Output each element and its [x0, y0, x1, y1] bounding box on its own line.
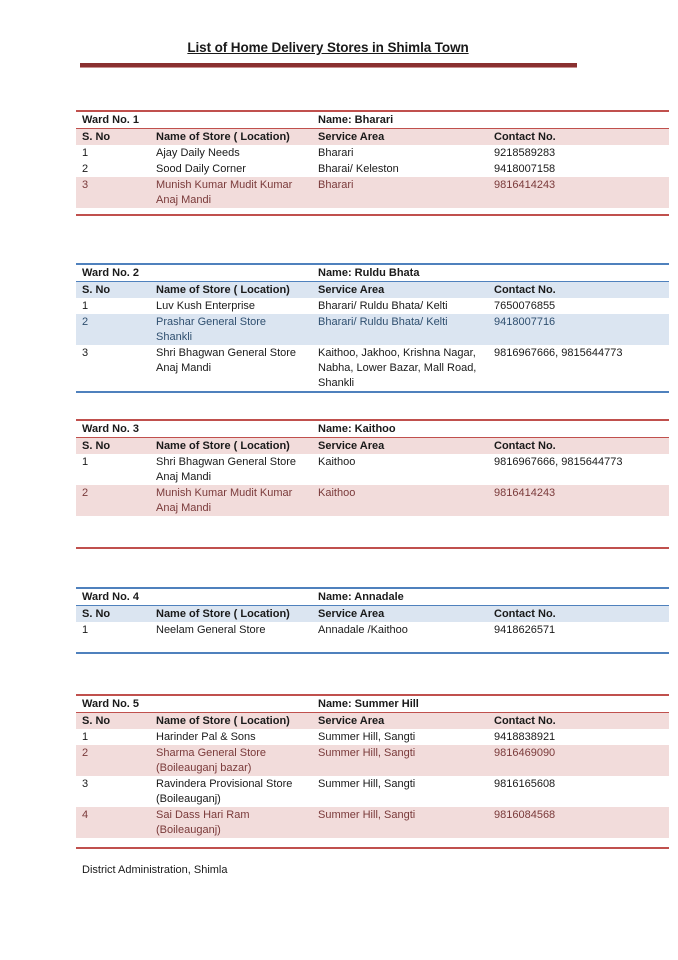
column-header-store: Name of Store ( Location)	[156, 715, 290, 727]
column-header-contact: Contact No.	[494, 608, 556, 620]
ward-header	[76, 265, 669, 282]
cell-store-name: Ajay Daily Needs	[156, 147, 240, 159]
column-header-contact: Contact No.	[494, 131, 556, 143]
column-header-store: Name of Store ( Location)	[156, 608, 290, 620]
cell-service-area: Summer Hill, Sangti	[318, 778, 416, 790]
cell-contact: 9816469090	[494, 747, 556, 759]
cell-store-name: Sood Daily Corner	[156, 163, 246, 175]
cell-sno: 1	[82, 456, 89, 468]
table-spacer	[76, 638, 669, 652]
cell-contact: 9418007158	[494, 163, 556, 175]
cell-sno: 1	[82, 624, 89, 636]
column-header-row	[76, 282, 669, 298]
column-header-sno: S. No	[82, 715, 111, 727]
column-header-sno: S. No	[82, 608, 111, 620]
ward-number: Ward No. 3	[82, 422, 140, 435]
ward-header	[76, 696, 669, 713]
column-header-store: Name of Store ( Location)	[156, 284, 290, 296]
footer-text: District Administration, Shimla	[82, 864, 228, 876]
ward-name: Name: Annadale	[318, 590, 404, 603]
table-row	[76, 145, 669, 161]
column-header-store: Name of Store ( Location)	[156, 131, 290, 143]
table-row	[76, 729, 669, 745]
cell-sno: 3	[82, 778, 89, 790]
table-row	[76, 314, 669, 345]
cell-store-name: Ravindera Provisional Store (Boileauganj)	[156, 778, 293, 805]
table-row	[76, 345, 669, 391]
ward-table-1	[76, 110, 669, 216]
cell-contact: 9816967666, 9815644773	[494, 456, 623, 468]
cell-contact: 9816084568	[494, 809, 556, 821]
cell-service-area: Summer Hill, Sangti	[318, 809, 416, 821]
ward-table-3	[76, 419, 669, 549]
cell-store-name: Neelam General Store	[156, 624, 266, 636]
column-header-contact: Contact No.	[494, 284, 556, 296]
cell-service-area: Annadale /Kaithoo	[318, 624, 408, 636]
column-header-row	[76, 129, 669, 145]
cell-contact: 9816967666, 9815644773	[494, 347, 623, 359]
cell-sno: 2	[82, 487, 89, 499]
table-spacer	[76, 208, 669, 214]
cell-service-area: Summer Hill, Sangti	[318, 747, 416, 759]
ward-number: Ward No. 2	[82, 266, 140, 279]
cell-contact: 9816414243	[494, 487, 556, 499]
ward-number: Ward No. 4	[82, 590, 140, 603]
table-row	[76, 161, 669, 177]
ward-number: Ward No. 1	[82, 113, 140, 126]
cell-service-area: Bharari	[318, 179, 354, 191]
column-header-contact: Contact No.	[494, 440, 556, 452]
ward-table-2	[76, 263, 669, 393]
cell-sno: 1	[82, 300, 89, 312]
cell-service-area: Bharari/ Ruldu Bhata/ Kelti	[318, 316, 448, 328]
ward-header	[76, 112, 669, 129]
cell-service-area: Kaithoo	[318, 487, 356, 499]
cell-sno: 4	[82, 809, 89, 821]
cell-store-name: Luv Kush Enterprise	[156, 300, 256, 312]
cell-sno: 1	[82, 147, 89, 159]
cell-service-area: Kaithoo	[318, 456, 356, 468]
ward-name: Name: Summer Hill	[318, 697, 419, 710]
column-header-row	[76, 713, 669, 729]
cell-store-name: Harinder Pal & Sons	[156, 731, 256, 743]
page-title: List of Home Delivery Stores in Shimla Town	[187, 40, 469, 55]
ward-header	[76, 421, 669, 438]
column-header-area: Service Area	[318, 608, 385, 620]
cell-contact: 9816165608	[494, 778, 556, 790]
cell-service-area: Bharari	[318, 147, 354, 159]
cell-store-name: Munish Kumar Mudit Kumar Anaj Mandi	[156, 487, 293, 514]
cell-service-area: Bharari/ Ruldu Bhata/ Kelti	[318, 300, 448, 312]
ward-number: Ward No. 5	[82, 697, 140, 710]
cell-contact: 9418626571	[494, 624, 556, 636]
table-row	[76, 776, 669, 807]
title-divider	[80, 63, 577, 68]
cell-sno: 3	[82, 179, 89, 191]
ward-name: Name: Bharari	[318, 113, 394, 126]
column-header-area: Service Area	[318, 131, 385, 143]
cell-sno: 2	[82, 316, 89, 328]
column-header-area: Service Area	[318, 715, 385, 727]
cell-store-name: Prashar General Store Shankli	[156, 316, 267, 343]
ward-table-5	[76, 694, 669, 849]
column-header-row	[76, 606, 669, 622]
cell-service-area: Summer Hill, Sangti	[318, 731, 416, 743]
cell-service-area: Kaithoo, Jakhoo, Krishna Nagar, Nabha, Lower Bazar, Mall Road, Shankli	[318, 347, 477, 389]
column-header-sno: S. No	[82, 131, 111, 143]
cell-contact: 9816414243	[494, 179, 556, 191]
cell-store-name: Sharma General Store (Boileauganj bazar)	[156, 747, 267, 774]
cell-contact: 9418007716	[494, 316, 556, 328]
column-header-sno: S. No	[82, 284, 111, 296]
cell-store-name: Shri Bhagwan General Store Anaj Mandi	[156, 456, 297, 483]
cell-contact: 7650076855	[494, 300, 556, 312]
cell-sno: 2	[82, 163, 89, 175]
column-header-sno: S. No	[82, 440, 111, 452]
table-row	[76, 745, 669, 776]
ward-table-4	[76, 587, 669, 654]
table-spacer	[76, 838, 669, 847]
table-spacer	[76, 516, 669, 547]
table-row	[76, 298, 669, 314]
table-row	[76, 454, 669, 485]
column-header-area: Service Area	[318, 284, 385, 296]
ward-name: Name: Kaithoo	[318, 422, 396, 435]
cell-contact: 9418838921	[494, 731, 556, 743]
column-header-contact: Contact No.	[494, 715, 556, 727]
ward-name: Name: Ruldu Bhata	[318, 266, 420, 279]
cell-service-area: Bharai/ Keleston	[318, 163, 399, 175]
cell-sno: 1	[82, 731, 89, 743]
table-row	[76, 177, 669, 208]
column-header-row	[76, 438, 669, 454]
table-row	[76, 485, 669, 516]
table-row	[76, 807, 669, 838]
ward-header	[76, 589, 669, 606]
table-row	[76, 622, 669, 638]
cell-store-name: Munish Kumar Mudit Kumar Anaj Mandi	[156, 179, 293, 206]
cell-sno: 3	[82, 347, 89, 359]
column-header-area: Service Area	[318, 440, 385, 452]
cell-contact: 9218589283	[494, 147, 556, 159]
cell-store-name: Sai Dass Hari Ram (Boileauganj)	[156, 809, 250, 836]
cell-sno: 2	[82, 747, 89, 759]
cell-store-name: Shri Bhagwan General Store Anaj Mandi	[156, 347, 297, 374]
column-header-store: Name of Store ( Location)	[156, 440, 290, 452]
